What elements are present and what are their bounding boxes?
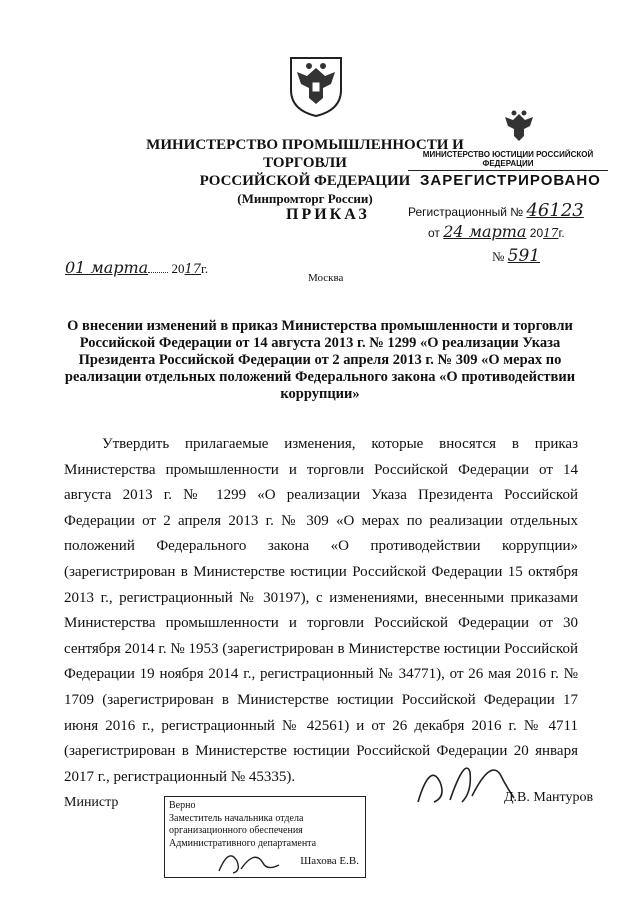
date-handwritten: 01 марта (65, 258, 149, 277)
body-paragraph: Утвердить прилагаемые изменения, которые вносятся в приказ Министерства промышленности и торговли Российской Федерации от 14 августа 2013 г. № 1299 «О реализации Указа Президента Российской Федерации от 2 апреля 2013 г. № 309 «О мерах по реализации отдельных положений Федерального закона «О противодействии коррупции» (зарегистрирован в Министерстве юстиции Российской Федерации 15 октября 2013 г., регистрационный № 30197), с изменениями, внесенными приказами Министерства промышленности и торговли Российской Федерации от 30 сентября 2014 г. № 1953 (зарегистрирован в Министерстве юстиции Российской Федерации 19 ноября 2014 г., регистрационный № 34771), от 26 мая 2016 г. № 1709 (зарегистрирован в Министерстве юстиции Российской Федерации 17 июня 2016 г., регистрационный № 42561) и от 26 декабря 2016 г. № 4711 (зарегистрирован в Министерстве юстиции Российской Федерации 20 января 2017 г., регистрационный № 45335). (64, 436, 578, 785)
date-year-prefix: 20 (171, 261, 185, 276)
stamp-reg-number: 46123 (526, 200, 584, 221)
ministry-name-line1: МИНИСТЕРСТВО ПРОМЫШЛЕННОСТИ И ТОРГОВЛИ (146, 137, 464, 171)
stamp-registered: ЗАРЕГИСТРИРОВАНО (420, 172, 601, 189)
minister-label: Министр (64, 795, 119, 810)
stamp-from-date: 24 марта (443, 222, 527, 241)
number-prefix: № (492, 249, 505, 264)
date-suffix: г. (201, 261, 209, 276)
stamp-year: 17 (543, 226, 559, 240)
stamp-year-prefix: 20 (529, 226, 544, 240)
signer-name: Д.В. Мантуров (504, 790, 594, 805)
date-year: 17 (184, 262, 201, 277)
coat-of-arms-icon (287, 52, 345, 118)
stamp-registration-date (428, 222, 565, 241)
document-title: О внесении изменений в приказ Министерства промышленности и торговли Российской Федерации от 14 августа 2013 г. № 1299 «О реализации Указа Президента Российской Федерации от 2 апреля 2013 г. № 309 «О мерах по реализации отдельных положений Федерального закона «О противодействии коррупции» (64, 318, 576, 402)
ministry-short-name: (Минпромторг России) (237, 191, 373, 206)
certification-box (164, 796, 366, 878)
order-number (492, 246, 540, 266)
document-type: ПРИКАЗ (286, 206, 370, 223)
stamp-reg-label: Регистрационный № (408, 205, 524, 219)
cert-line3: организационного обеспечения (169, 825, 303, 836)
ministry-name-line2: РОССИЙСКОЙ ФЕДЕРАЦИИ (199, 173, 411, 189)
cert-signature-icon (215, 843, 285, 877)
stamp-ministry: МИНИСТЕРСТВО ЮСТИЦИИ РОССИЙСКОЙ ФЕДЕРАЦИИ (408, 150, 608, 171)
stamp-emblem-icon (500, 108, 538, 148)
order-date (65, 258, 208, 277)
cert-line2: Заместитель начальника отдела (169, 812, 304, 824)
cert-name: Шахова Е.В. (300, 855, 359, 867)
stamp-from-label: от (428, 226, 440, 240)
city: Москва (308, 272, 344, 284)
cert-line1: Верно (169, 800, 196, 811)
stamp-suffix: г. (558, 226, 565, 240)
stamp-registration-number (408, 200, 584, 221)
cert-line4: Административного департамента (169, 837, 317, 849)
number-handwritten: 591 (507, 246, 541, 266)
